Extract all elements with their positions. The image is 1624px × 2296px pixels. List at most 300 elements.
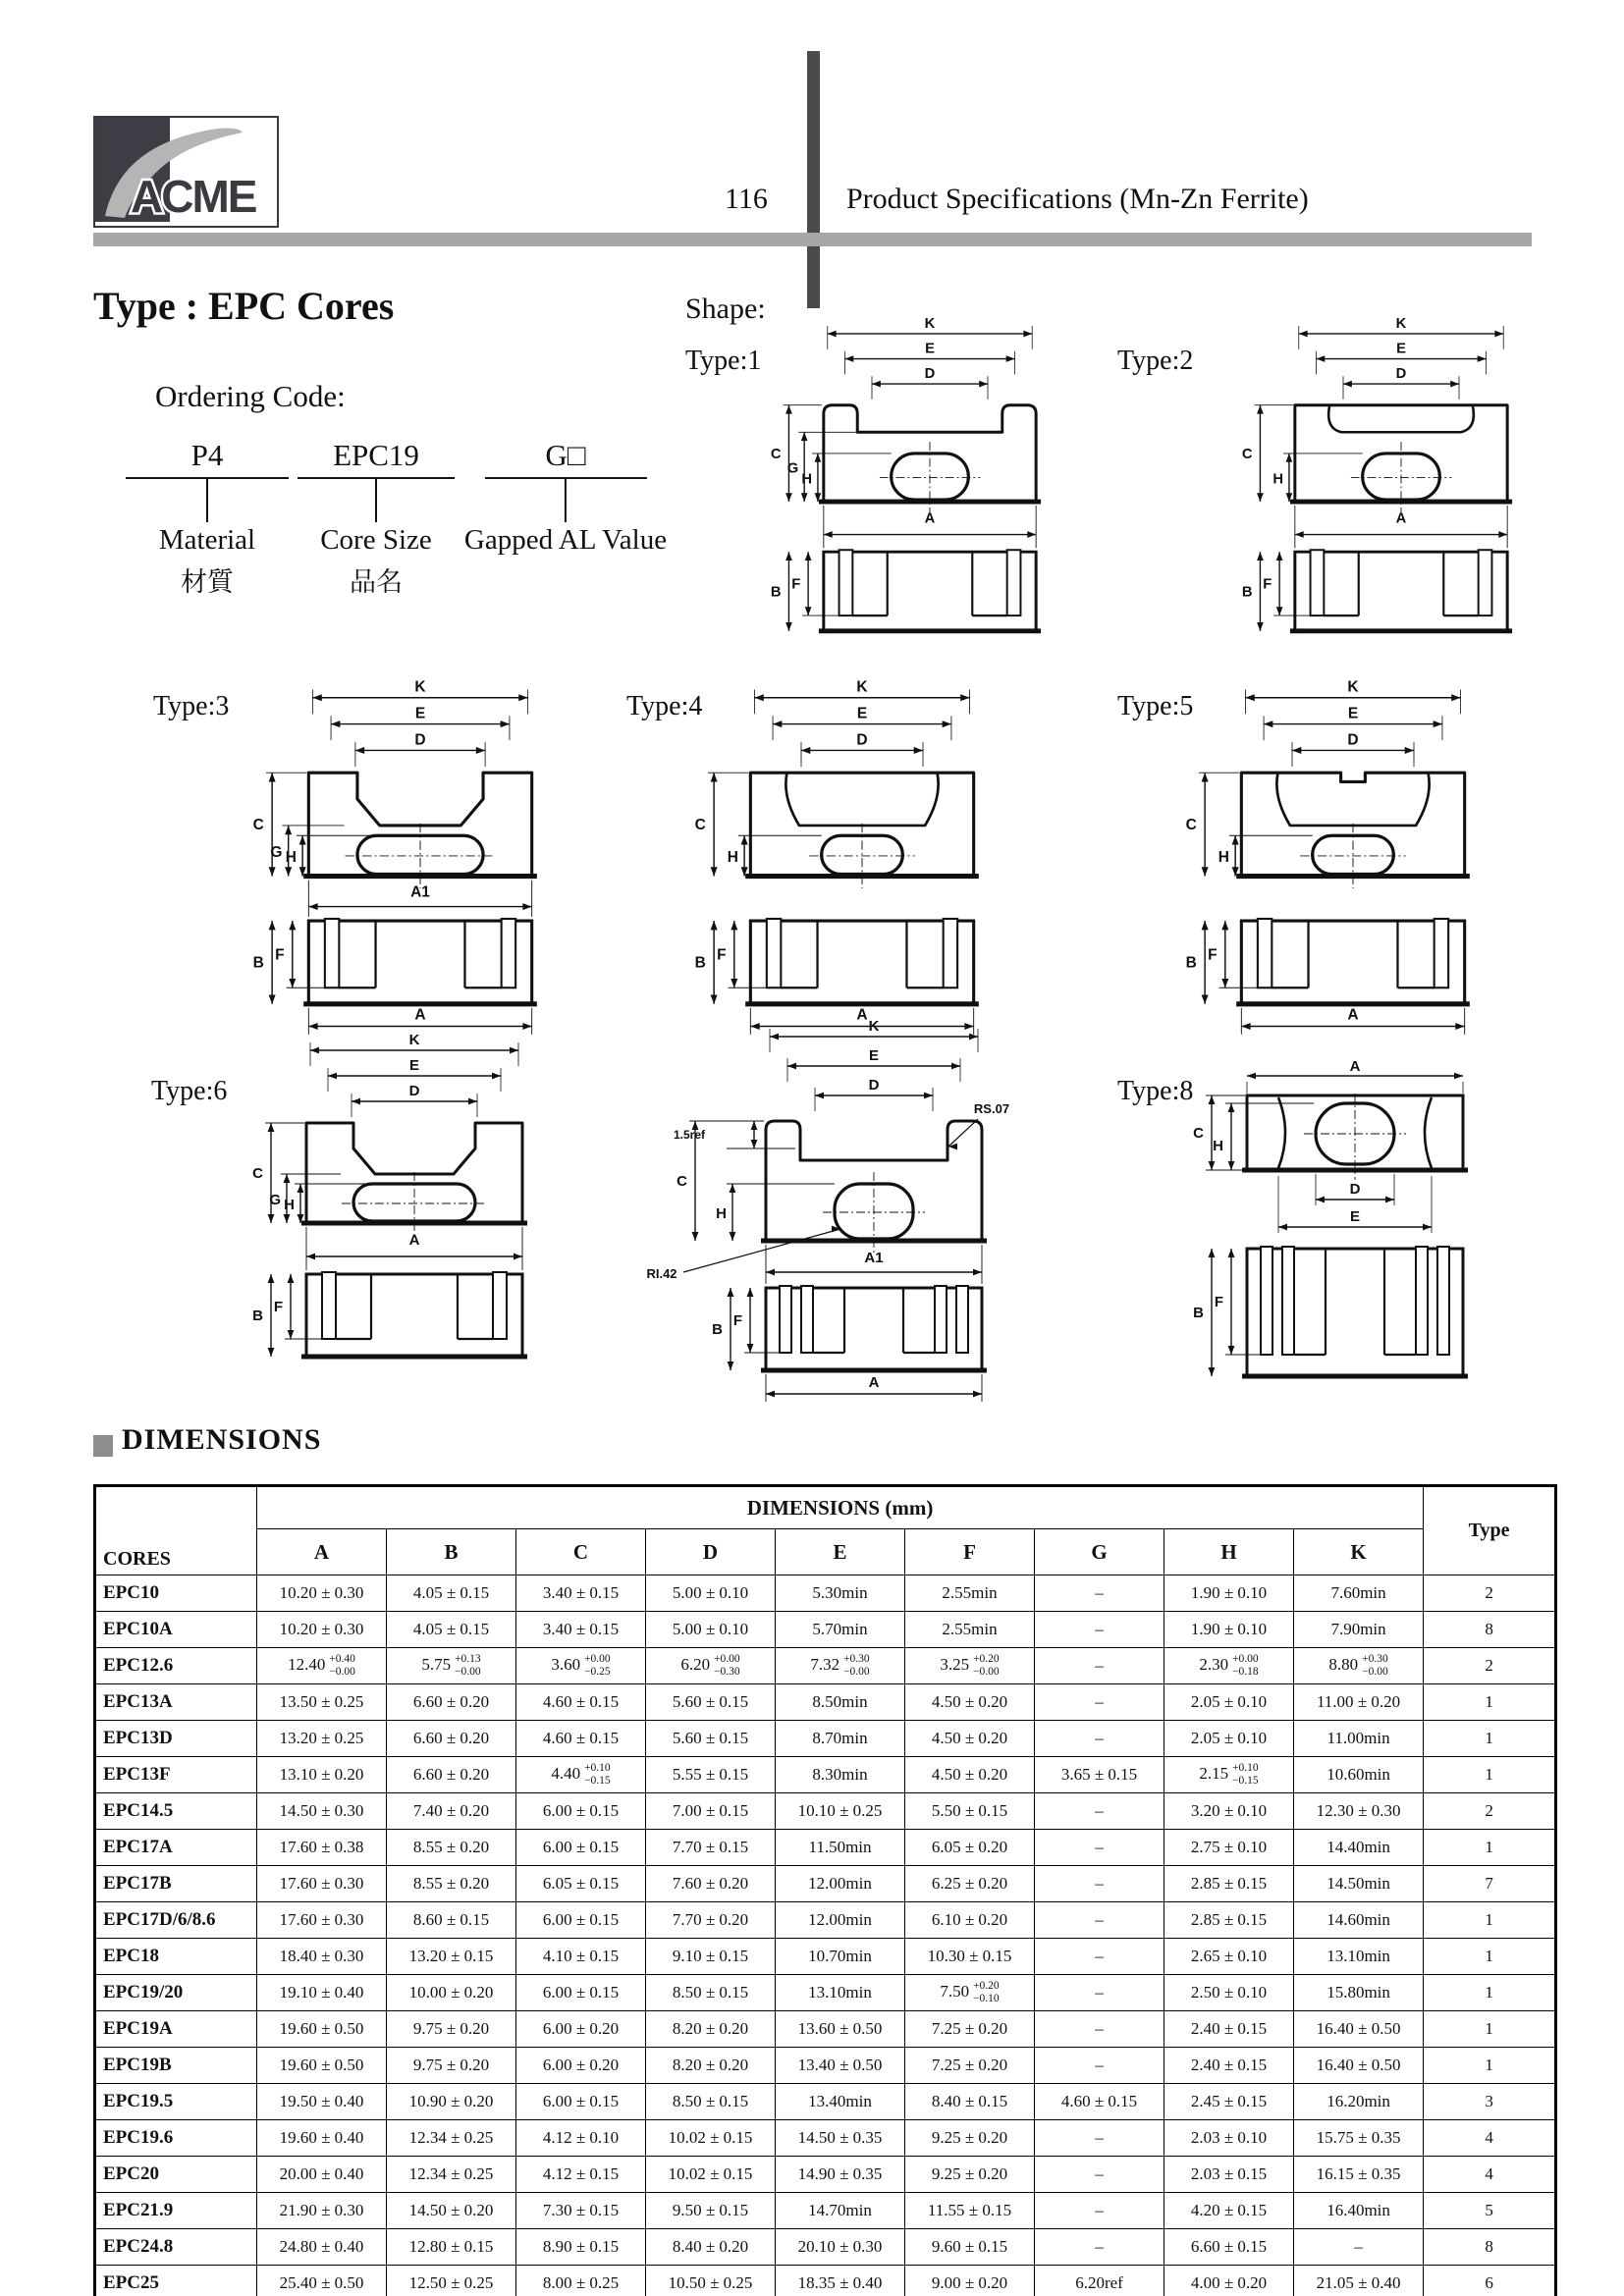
col-header-a: A — [257, 1529, 387, 1575]
dim-value: 6.60 ± 0.20 — [412, 1765, 490, 1784]
dim-cell — [646, 2011, 776, 2048]
svg-text:RS.07: RS.07 — [973, 1101, 1010, 1116]
dim-cell — [387, 2229, 516, 2266]
acme-logo — [93, 116, 279, 228]
table-row — [95, 2011, 1556, 2048]
dim-value: 1 — [1485, 1729, 1493, 1747]
ordering-code-value: P4 — [190, 438, 224, 472]
dim-cell — [646, 1612, 776, 1648]
dim-value: 3 — [1485, 2092, 1493, 2110]
dim-cell — [387, 1575, 516, 1612]
dim-cell — [257, 2193, 387, 2229]
dim-cell — [1035, 1612, 1164, 1648]
dim-cell — [776, 1612, 905, 1648]
dim-value: 3.25 — [940, 1654, 970, 1674]
dim-value: 8.20 ± 0.20 — [672, 2019, 749, 2038]
dim-value: 16.20min — [1326, 2092, 1390, 2110]
dim-value: 1 — [1485, 1910, 1493, 1929]
dim-tolerance: +0.00 −0.25 — [584, 1652, 611, 1678]
dim-cell — [387, 2266, 516, 2296]
dim-value: 19.50 ± 0.40 — [279, 2092, 364, 2110]
dim-cell — [387, 1684, 516, 1721]
dim-cell — [905, 2193, 1035, 2229]
dim-value: 2.85 ± 0.15 — [1190, 1874, 1268, 1893]
dim-cell — [1294, 1575, 1424, 1612]
dim-cell — [905, 1939, 1035, 1975]
dim-value: 2.85 ± 0.15 — [1190, 1910, 1268, 1929]
dim-value: 2.05 ± 0.10 — [1190, 1729, 1268, 1747]
dim-value: 16.15 ± 0.35 — [1316, 2164, 1401, 2183]
svg-text:D: D — [856, 731, 868, 749]
dim-value: 2 — [1485, 1801, 1493, 1820]
dim-cell — [257, 1830, 387, 1866]
table-row — [95, 1902, 1556, 1939]
dim-value: 4.50 ± 0.20 — [931, 1692, 1008, 1711]
dim-value: 7.00 ± 0.15 — [672, 1801, 749, 1820]
dim-cell — [776, 1793, 905, 1830]
dim-value: 21.05 ± 0.40 — [1316, 2273, 1401, 2292]
col-header-f: F — [905, 1529, 1035, 1575]
dim-cell — [905, 2266, 1035, 2296]
svg-text:K: K — [414, 678, 426, 696]
dim-cell — [387, 1721, 516, 1757]
dim-value: 5.75 — [421, 1654, 452, 1674]
dim-value: 8 — [1485, 2237, 1493, 2256]
dim-cell — [257, 1866, 387, 1902]
dim-value: – — [1095, 2128, 1104, 2147]
dim-value: 5 — [1485, 2201, 1493, 2219]
dim-cell — [257, 2120, 387, 2157]
dim-cell — [905, 1612, 1035, 1648]
svg-text:D: D — [1395, 366, 1407, 383]
type5-diagram — [1170, 678, 1475, 1034]
dim-value: 12.00min — [808, 1874, 872, 1893]
dim-value: 25.40 ± 0.50 — [279, 2273, 364, 2292]
ordering-code-label: Ordering Code: — [155, 379, 346, 413]
dim-cell — [776, 2011, 905, 2048]
svg-text:A1: A1 — [864, 1250, 884, 1266]
dim-cell — [516, 1866, 646, 1902]
svg-text:K: K — [924, 316, 936, 333]
dim-value: 1.90 ± 0.10 — [1190, 1620, 1268, 1638]
core-name: EPC13F — [95, 1757, 257, 1793]
dim-value: 5.50 ± 0.15 — [931, 1801, 1008, 1820]
svg-text:G: G — [270, 843, 283, 861]
svg-text:B: B — [1241, 584, 1253, 601]
svg-text:1.5ref: 1.5ref — [673, 1128, 706, 1142]
dim-cell — [1164, 1648, 1294, 1684]
dim-cell — [646, 1830, 776, 1866]
dim-value: 1.90 ± 0.10 — [1190, 1583, 1268, 1602]
dim-tolerance: +0.30 −0.00 — [843, 1652, 870, 1678]
dim-value: 10.90 ± 0.20 — [408, 2092, 494, 2110]
col-header-e: E — [776, 1529, 905, 1575]
dim-value: 10.02 ± 0.15 — [668, 2128, 753, 2147]
dim-value: 13.20 ± 0.25 — [279, 1729, 364, 1747]
dim-cell — [1294, 2157, 1424, 2193]
dim-value: 14.60min — [1326, 1910, 1390, 1929]
dim-value: 7.90min — [1330, 1620, 1386, 1638]
dim-value: 9.75 ± 0.20 — [412, 2056, 490, 2074]
dim-cell — [776, 2193, 905, 2229]
dim-value: – — [1095, 2201, 1104, 2219]
dim-value: 19.60 ± 0.40 — [279, 2128, 364, 2147]
dim-value: 10.30 ± 0.15 — [927, 1947, 1012, 1965]
dim-cell — [1035, 1939, 1164, 1975]
table-row — [95, 1684, 1556, 1721]
dim-value: 13.40 ± 0.50 — [797, 2056, 883, 2074]
dim-cell — [1424, 2011, 1556, 2048]
dim-cell — [646, 1648, 776, 1684]
svg-text:C: C — [694, 817, 706, 834]
dim-cell — [776, 1721, 905, 1757]
svg-text:A: A — [414, 1006, 426, 1024]
dim-cell — [1035, 1721, 1164, 1757]
svg-text:D: D — [1349, 1181, 1361, 1198]
dim-value: – — [1095, 2056, 1104, 2074]
dim-value: 5.70min — [812, 1620, 868, 1638]
dim-value: – — [1095, 1910, 1104, 1929]
dim-value: 1 — [1485, 1838, 1493, 1856]
dim-cell — [1424, 1757, 1556, 1793]
dim-cell — [1035, 2048, 1164, 2084]
dim-cell — [387, 1830, 516, 1866]
dim-value: 1 — [1485, 2019, 1493, 2038]
dim-cell — [387, 2120, 516, 2157]
dim-cell — [1424, 1939, 1556, 1975]
dim-value: 7.25 ± 0.20 — [931, 2056, 1008, 2074]
dim-value: – — [1095, 1874, 1104, 1893]
dim-cell — [387, 2048, 516, 2084]
dim-cell — [1164, 1939, 1294, 1975]
dim-value: 5.00 ± 0.10 — [672, 1620, 749, 1638]
dim-cell — [516, 1793, 646, 1830]
dim-cell — [1294, 2229, 1424, 2266]
dim-value: 19.60 ± 0.50 — [279, 2056, 364, 2074]
dim-value: 3.65 ± 0.15 — [1060, 1765, 1138, 1784]
dim-value: 6.20ref — [1075, 2273, 1123, 2292]
dim-cell — [1164, 2157, 1294, 2193]
dim-cell — [646, 2193, 776, 2229]
dim-cell — [905, 1866, 1035, 1902]
core-name: EPC17A — [95, 1830, 257, 1866]
dim-value: 8.40 ± 0.15 — [931, 2092, 1008, 2110]
dim-cell — [1164, 1757, 1294, 1793]
dim-value: 4.60 ± 0.15 — [542, 1729, 620, 1747]
svg-text:E: E — [414, 705, 426, 722]
dim-value: 8.70min — [812, 1729, 868, 1747]
dim-value: 5.55 ± 0.15 — [672, 1765, 749, 1784]
dim-cell — [1164, 1866, 1294, 1902]
dim-cell — [257, 1902, 387, 1939]
dim-cell — [1424, 1830, 1556, 1866]
dim-value: 8.55 ± 0.20 — [412, 1838, 490, 1856]
svg-text:A: A — [1395, 510, 1407, 527]
dim-cell — [257, 2011, 387, 2048]
ordering-part-2 — [298, 430, 455, 599]
dim-cell — [387, 1757, 516, 1793]
header-divider-bar — [807, 51, 820, 308]
dim-cell — [1294, 1975, 1424, 2011]
core-name: EPC19/20 — [95, 1975, 257, 2011]
dim-cell — [1164, 2011, 1294, 2048]
core-name: EPC19B — [95, 2048, 257, 2084]
dim-cell — [776, 1939, 905, 1975]
dim-cell — [1164, 1575, 1294, 1612]
dim-value: 5.00 ± 0.10 — [672, 1583, 749, 1602]
dim-value: 18.35 ± 0.40 — [797, 2273, 883, 2292]
dim-tolerance: +0.40 −0.00 — [329, 1652, 355, 1678]
dim-value: – — [1095, 1620, 1104, 1638]
dim-value: 12.30 ± 0.30 — [1316, 1801, 1401, 1820]
dim-value: 4.20 ± 0.15 — [1190, 2201, 1268, 2219]
svg-text:F: F — [791, 576, 801, 593]
dim-cell — [1035, 2157, 1164, 2193]
dim-cell — [1424, 1866, 1556, 1902]
svg-text:A: A — [1347, 1006, 1359, 1024]
dim-cell — [1424, 1648, 1556, 1684]
table-row — [95, 1757, 1556, 1793]
dim-value: 13.10 ± 0.20 — [279, 1765, 364, 1784]
dim-cell — [1424, 2120, 1556, 2157]
dim-value: – — [1354, 2237, 1363, 2256]
dim-value: 11.55 ± 0.15 — [927, 2201, 1012, 2219]
dim-value: – — [1095, 1838, 1104, 1856]
type8-diagram — [1168, 1060, 1502, 1384]
dim-value: – — [1095, 1947, 1104, 1965]
dim-value: 20.10 ± 0.30 — [797, 2237, 883, 2256]
header-title: Product Specifications (Mn-Zn Ferrite) — [846, 183, 1309, 215]
core-name: EPC20 — [95, 2157, 257, 2193]
dim-value: 8.40 ± 0.20 — [672, 2237, 749, 2256]
dimensions-table — [93, 1484, 1557, 2296]
dim-cell — [1294, 1902, 1424, 1939]
dim-cell — [516, 2229, 646, 2266]
dim-tolerance: +0.13 −0.00 — [455, 1652, 481, 1678]
table-row — [95, 2048, 1556, 2084]
dim-cell — [257, 2048, 387, 2084]
dim-cell — [1424, 1684, 1556, 1721]
table-row — [95, 1721, 1556, 1757]
dim-value: 7.60 ± 0.20 — [672, 1874, 749, 1893]
dim-cell — [905, 2120, 1035, 2157]
dim-value: 4.00 ± 0.20 — [1190, 2273, 1268, 2292]
dim-cell — [905, 1975, 1035, 2011]
dimensions-heading: DIMENSIONS — [122, 1423, 322, 1456]
dim-value: 18.40 ± 0.30 — [279, 1947, 364, 1965]
dim-value: 2.75 ± 0.10 — [1190, 1838, 1268, 1856]
dim-value: 17.60 ± 0.38 — [279, 1838, 364, 1856]
dim-cell — [646, 2157, 776, 2193]
table-row — [95, 1575, 1556, 1612]
col-header-h: H — [1164, 1529, 1294, 1575]
dim-cell — [1164, 2120, 1294, 2157]
dim-cell — [1035, 1975, 1164, 2011]
table-row — [95, 1830, 1556, 1866]
svg-text:E: E — [1396, 341, 1406, 357]
dim-value: 7.70 ± 0.20 — [672, 1910, 749, 1929]
svg-text:C: C — [252, 1165, 263, 1182]
dim-cell — [646, 1721, 776, 1757]
dim-tolerance: +0.00 −0.30 — [714, 1652, 740, 1678]
dim-value: 2.65 ± 0.10 — [1190, 1947, 1268, 1965]
dim-value: 9.10 ± 0.15 — [672, 1947, 749, 1965]
dim-value: 16.40 ± 0.50 — [1316, 2019, 1401, 2038]
dim-value: 13.40min — [808, 2092, 872, 2110]
dim-cell — [516, 1684, 646, 1721]
dim-cell — [387, 1648, 516, 1684]
core-name: EPC14.5 — [95, 1793, 257, 1830]
dim-value: 4.10 ± 0.15 — [542, 1947, 620, 1965]
shape-label: Shape: — [685, 293, 766, 325]
dim-value: – — [1095, 1656, 1104, 1675]
dim-value: 10.50 ± 0.25 — [668, 2273, 753, 2292]
dim-cell — [387, 1612, 516, 1648]
dim-cell — [257, 2266, 387, 2296]
dim-value: 4.60 ± 0.15 — [542, 1692, 620, 1711]
dim-cell — [646, 1902, 776, 1939]
dim-cell — [776, 1975, 905, 2011]
svg-text:RI.42: RI.42 — [646, 1266, 677, 1281]
dim-value: 15.80min — [1326, 1983, 1390, 2002]
ordering-part-sublabel: 材質 — [181, 567, 234, 597]
dim-value: – — [1095, 2019, 1104, 2038]
table-row — [95, 1975, 1556, 2011]
col-header-b: B — [387, 1529, 516, 1575]
dim-value: 3.20 ± 0.10 — [1190, 1801, 1268, 1820]
dim-cell — [646, 1575, 776, 1612]
dim-cell — [646, 2048, 776, 2084]
dim-tolerance: +0.20 −0.10 — [973, 1979, 1000, 2004]
ordering-part-label: Core Size — [320, 524, 432, 556]
dim-value: 4.05 ± 0.15 — [412, 1583, 490, 1602]
dim-cell — [387, 2193, 516, 2229]
type2-label: Type:2 — [1117, 346, 1194, 376]
dim-value: 6.00 ± 0.15 — [542, 1801, 620, 1820]
dim-cell — [387, 2011, 516, 2048]
dim-value: – — [1095, 1729, 1104, 1747]
dim-value: 13.10min — [1326, 1947, 1390, 1965]
dim-cell — [905, 1757, 1035, 1793]
dim-cell — [1035, 1575, 1164, 1612]
dim-value: 17.60 ± 0.30 — [279, 1874, 364, 1893]
dim-cell — [516, 1939, 646, 1975]
svg-text:D: D — [408, 1083, 420, 1099]
dim-value: 15.75 ± 0.35 — [1316, 2128, 1401, 2147]
dim-value: 7.70 ± 0.15 — [672, 1838, 749, 1856]
dim-cell — [1035, 1793, 1164, 1830]
dim-cell — [516, 1575, 646, 1612]
dim-value: 14.50 ± 0.20 — [408, 2201, 494, 2219]
dim-value: 14.50 ± 0.30 — [279, 1801, 364, 1820]
svg-text:F: F — [717, 946, 727, 964]
dim-value: 17.60 ± 0.30 — [279, 1910, 364, 1929]
dim-cell — [1424, 2193, 1556, 2229]
dim-cell — [1035, 1830, 1164, 1866]
svg-text:H: H — [1213, 1138, 1223, 1154]
dim-value: 6.60 ± 0.20 — [412, 1729, 490, 1747]
dim-cell — [1294, 1939, 1424, 1975]
table-row — [95, 2157, 1556, 2193]
dim-cell — [646, 1757, 776, 1793]
svg-text:E: E — [856, 705, 868, 722]
dim-cell — [257, 1721, 387, 1757]
dim-value: 19.60 ± 0.50 — [279, 2019, 364, 2038]
dim-value: 1 — [1485, 1983, 1493, 2002]
dim-cell — [646, 2229, 776, 2266]
dim-value: 11.00min — [1326, 1729, 1390, 1747]
dim-value: 14.70min — [808, 2201, 872, 2219]
svg-text:A: A — [868, 1374, 880, 1391]
ordering-part-3 — [464, 430, 667, 557]
table-row — [95, 2120, 1556, 2157]
dim-tolerance: +0.10 −0.15 — [1232, 1761, 1259, 1787]
dim-value: 2 — [1485, 1583, 1493, 1602]
dim-cell — [1294, 1866, 1424, 1902]
dim-cell — [1035, 2229, 1164, 2266]
type4-diagram — [679, 678, 984, 1034]
dim-cell — [1424, 2048, 1556, 2084]
core-name: EPC24.8 — [95, 2229, 257, 2266]
dim-value: – — [1095, 2237, 1104, 2256]
svg-text:F: F — [1214, 1294, 1223, 1310]
table-row — [95, 1866, 1556, 1902]
table-row — [95, 1939, 1556, 1975]
dim-cell — [516, 2193, 646, 2229]
dim-cell — [1164, 1793, 1294, 1830]
svg-text:D: D — [924, 366, 936, 383]
table-row — [95, 2193, 1556, 2229]
core-name: EPC25 — [95, 2266, 257, 2296]
dim-cell — [1035, 2193, 1164, 2229]
col-header-c: C — [516, 1529, 646, 1575]
dim-cell — [776, 2266, 905, 2296]
svg-text:C: C — [677, 1173, 687, 1190]
section-title: Type : EPC Cores — [93, 284, 395, 328]
dim-value: 4.50 ± 0.20 — [931, 1765, 1008, 1784]
dim-cell — [646, 2120, 776, 2157]
dim-cell — [1294, 2193, 1424, 2229]
dim-value: 2.40 ± 0.15 — [1190, 2019, 1268, 2038]
type1-diagram — [756, 316, 1046, 634]
dim-value: 11.50min — [808, 1838, 872, 1856]
dim-value: 9.25 ± 0.20 — [931, 2128, 1008, 2147]
dim-value: 5.30min — [812, 1583, 868, 1602]
svg-text:C: C — [252, 817, 264, 834]
dim-value: 4.12 ± 0.15 — [542, 2164, 620, 2183]
dim-cell — [1424, 1721, 1556, 1757]
dim-value: 2.55min — [942, 1583, 998, 1602]
dim-cell — [646, 2084, 776, 2120]
dim-value: 2.03 ± 0.10 — [1190, 2128, 1268, 2147]
dim-cell — [257, 1575, 387, 1612]
dim-value: 6.25 ± 0.20 — [931, 1874, 1008, 1893]
dim-cell — [1164, 1612, 1294, 1648]
dim-value: 13.50 ± 0.25 — [279, 1692, 364, 1711]
dim-value: 1 — [1485, 2056, 1493, 2074]
dim-cell — [516, 2048, 646, 2084]
dim-cell — [1294, 2048, 1424, 2084]
dim-tolerance: +0.20 −0.00 — [973, 1652, 1000, 1678]
ordering-tick — [375, 479, 377, 522]
dim-cell — [1294, 1793, 1424, 1830]
ordering-tick — [565, 479, 567, 522]
dim-value: 8.55 ± 0.20 — [412, 1874, 490, 1893]
dim-value: 6.60 ± 0.15 — [1190, 2237, 1268, 2256]
core-name: EPC13A — [95, 1684, 257, 1721]
dim-cell — [516, 2120, 646, 2157]
dim-cell — [905, 1902, 1035, 1939]
